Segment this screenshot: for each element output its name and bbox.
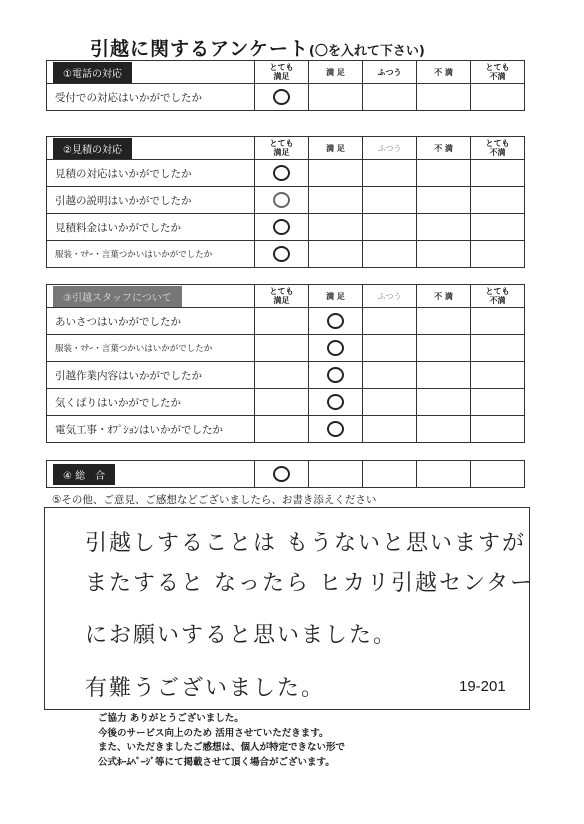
thanks-line: ご協力 ありがとうございました。: [98, 713, 244, 724]
answer-cell[interactable]: [255, 335, 309, 362]
section-staff-label: ③引越スタッフについて: [53, 286, 182, 307]
answer-cell[interactable]: [471, 389, 525, 416]
question-row: [47, 335, 525, 362]
header-satisfied: 満 足: [309, 61, 363, 84]
answer-cell[interactable]: [363, 362, 417, 389]
header-dissatisfied: 不 満: [417, 137, 471, 160]
answer-cell[interactable]: [363, 160, 417, 187]
circle-mark-icon: [273, 89, 290, 105]
header-neutral: ふつう: [363, 285, 417, 308]
section-staff-table: [46, 284, 525, 443]
circle-mark-icon: [327, 340, 344, 356]
thanks-line: 公式ﾎｰﾑﾍﾟｰｼﾞ等にて掲載させて頂く場合がございます。: [98, 756, 335, 768]
answer-cell[interactable]: [255, 160, 309, 187]
thanks-note: [98, 712, 345, 770]
circle-mark-icon: [273, 246, 290, 262]
header-very-dissatisfied: とても 不満: [471, 61, 525, 84]
question-label: 受付での対応はいかがでしたか: [47, 84, 255, 111]
answer-cell[interactable]: [417, 84, 471, 111]
answer-cell[interactable]: [309, 461, 363, 488]
answer-cell[interactable]: [417, 416, 471, 443]
circle-mark-icon: [327, 421, 344, 437]
answer-cell[interactable]: [363, 187, 417, 214]
handwritten-line: またすると なったら ヒカリ引越センター: [85, 571, 535, 596]
answer-cell[interactable]: [471, 160, 525, 187]
answer-cell[interactable]: [471, 335, 525, 362]
circle-mark-icon: [327, 313, 344, 329]
thanks-line: 今後のサービス向上のため 活用させていただきます。: [98, 727, 329, 739]
section-overall-table: [46, 460, 525, 488]
survey-title: [90, 34, 510, 61]
question-row: [47, 362, 525, 389]
header-very-dissatisfied: とても 不満: [471, 285, 525, 308]
answer-cell[interactable]: [255, 461, 309, 488]
answer-cell[interactable]: [471, 241, 525, 268]
circle-mark-icon: [273, 219, 290, 235]
answer-cell[interactable]: [363, 241, 417, 268]
question-row: [47, 241, 525, 268]
answer-cell[interactable]: [255, 187, 309, 214]
answer-cell[interactable]: [417, 160, 471, 187]
answer-cell[interactable]: [309, 389, 363, 416]
answer-cell[interactable]: [309, 241, 363, 268]
question-label: 見積の対応はいかがでしたか: [47, 160, 255, 187]
form-code: 19-201: [459, 678, 506, 695]
answer-cell[interactable]: [417, 362, 471, 389]
question-label: 引越作業内容はいかがでしたか: [47, 362, 255, 389]
answer-cell[interactable]: [309, 362, 363, 389]
handwritten-line: 有難うございました。: [85, 676, 326, 701]
section-phone-label: ①電話の対応: [53, 62, 132, 83]
answer-cell[interactable]: [255, 214, 309, 241]
circle-mark-icon: [327, 394, 344, 410]
answer-cell[interactable]: [363, 335, 417, 362]
circle-mark-icon: [273, 165, 290, 181]
title-main: 引越に関するアンケート: [90, 38, 309, 60]
handwritten-line: 引越しすることは もうないと思いますが: [85, 531, 526, 556]
header-dissatisfied: 不 満: [417, 285, 471, 308]
question-row: [47, 160, 525, 187]
handwritten-line: にお願いすると思いました。: [85, 623, 398, 648]
question-label: 引越の説明はいかがでしたか: [47, 187, 255, 214]
title-suffix: (〇を入れて下さい): [308, 44, 425, 59]
answer-cell[interactable]: [471, 84, 525, 111]
free-comment-label: ⑤その他、ご意見、ご感想などございましたら、お書き添えください: [52, 494, 377, 506]
answer-cell[interactable]: [363, 214, 417, 241]
header-satisfied: 満 足: [309, 285, 363, 308]
question-label: 気くばりはいかがでしたか: [47, 389, 255, 416]
answer-cell[interactable]: [471, 461, 525, 488]
header-very-satisfied: とても 満足: [255, 61, 309, 84]
question-label: 電気工事・ｵﾌﾟｼｮﾝはいかがでしたか: [47, 416, 255, 443]
answer-cell[interactable]: [309, 214, 363, 241]
answer-cell[interactable]: [417, 187, 471, 214]
thanks-line: また、いただきましたご感想は、個人が特定できない形で: [98, 742, 346, 753]
header-very-dissatisfied: とても 不満: [471, 137, 525, 160]
answer-cell[interactable]: [471, 187, 525, 214]
answer-cell[interactable]: [255, 362, 309, 389]
answer-cell[interactable]: [417, 335, 471, 362]
answer-cell[interactable]: [255, 84, 309, 111]
header-neutral: ふつう: [363, 61, 417, 84]
header-dissatisfied: 不 満: [417, 61, 471, 84]
answer-cell[interactable]: [255, 241, 309, 268]
answer-cell[interactable]: [417, 389, 471, 416]
answer-cell[interactable]: [309, 335, 363, 362]
question-row: [47, 416, 525, 443]
section-overall-label: ④ 総 合: [53, 464, 115, 485]
answer-cell[interactable]: [471, 214, 525, 241]
answer-cell[interactable]: [471, 416, 525, 443]
answer-cell[interactable]: [471, 308, 525, 335]
question-row: [47, 308, 525, 335]
answer-cell[interactable]: [309, 308, 363, 335]
answer-cell[interactable]: [255, 308, 309, 335]
question-row: [47, 84, 525, 111]
circle-mark-icon: [327, 367, 344, 383]
section-phone-table: [46, 60, 525, 111]
section-estimate-label: ②見積の対応: [53, 138, 132, 159]
answer-cell[interactable]: [363, 416, 417, 443]
question-label: 見積料金はいかがでしたか: [47, 214, 255, 241]
question-label: 服装・ﾏﾅｰ・言葉つかいはいかがでしたか: [47, 335, 255, 362]
header-satisfied: 満 足: [309, 137, 363, 160]
answer-cell[interactable]: [417, 241, 471, 268]
question-row: [47, 389, 525, 416]
answer-cell[interactable]: [471, 362, 525, 389]
header-very-satisfied: とても 満足: [255, 137, 309, 160]
answer-cell[interactable]: [363, 389, 417, 416]
question-row: [47, 214, 525, 241]
header-neutral: ふつう: [363, 137, 417, 160]
header-very-satisfied: とても 満足: [255, 285, 309, 308]
question-label: 服装・ﾏﾅｰ・言葉つかいはいかがでしたか: [47, 241, 255, 268]
circle-mark-icon: [273, 466, 290, 482]
question-row: [47, 187, 525, 214]
answer-cell[interactable]: [417, 308, 471, 335]
answer-cell[interactable]: [255, 389, 309, 416]
free-comment-box[interactable]: [44, 507, 535, 710]
answer-cell[interactable]: [309, 84, 363, 111]
question-label: あいさつはいかがでしたか: [47, 308, 255, 335]
answer-cell[interactable]: [309, 187, 363, 214]
answer-cell[interactable]: [363, 461, 417, 488]
answer-cell[interactable]: [363, 84, 417, 111]
answer-cell[interactable]: [309, 416, 363, 443]
answer-cell[interactable]: [255, 416, 309, 443]
answer-cell[interactable]: [309, 160, 363, 187]
circle-mark-icon: [273, 192, 290, 208]
answer-cell[interactable]: [417, 214, 471, 241]
section-estimate-table: [46, 136, 525, 268]
answer-cell[interactable]: [417, 461, 471, 488]
answer-cell[interactable]: [363, 308, 417, 335]
